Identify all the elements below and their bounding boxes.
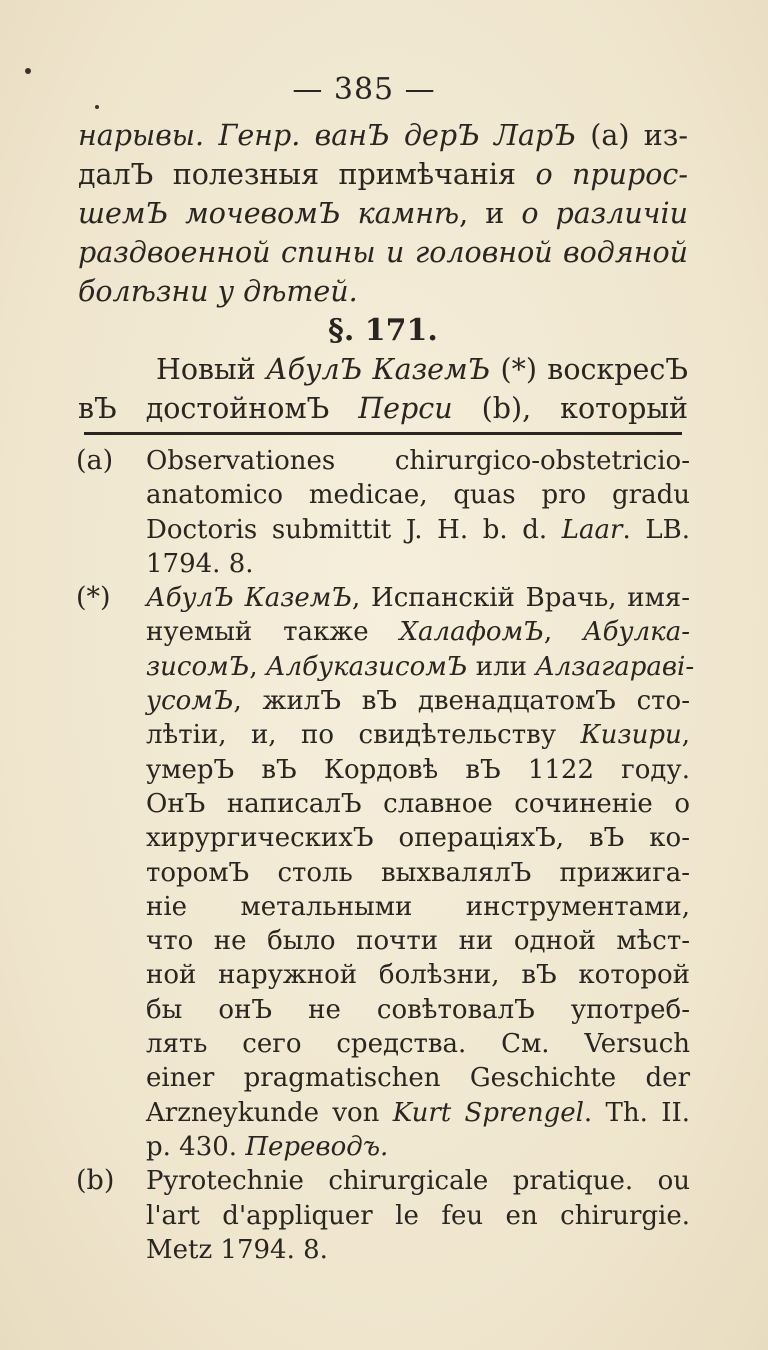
- footnote-mark: (b): [76, 1165, 115, 1197]
- text-line: шемЪ мочевомЪ камнѣ, и о различіи: [78, 197, 688, 230]
- text-line: болѣзни у дѣтей.: [78, 275, 358, 308]
- footnote-line: Metz 1794. 8.: [146, 1234, 328, 1265]
- text-line: далЪ полезныя примѣчанія о прирос-: [78, 158, 688, 191]
- footnote-line: торомЪ столь выхвалялЪ прижига-: [146, 857, 690, 888]
- text-line: Новый АбулЪ КаземЪ (*) воскресЪ: [156, 353, 688, 386]
- footnote-line: хирургическихЪ операціяхЪ, вЪ ко-: [146, 823, 690, 854]
- footnote-line: что не было почти ни одной мѣст-: [146, 926, 690, 957]
- footnote-divider: [84, 432, 682, 435]
- footnote-line: умерЪ вЪ Кордовѣ вЪ 1122 году.: [146, 754, 690, 785]
- footnote-b: [76, 1164, 690, 1267]
- section-heading: §. 171.: [328, 313, 438, 348]
- main-text: [78, 116, 688, 428]
- footnote-star: [76, 581, 695, 1164]
- footnote-line: Arzneykunde von Kurt Sprengel. Th. II.: [146, 1097, 690, 1128]
- footnote-line: лять сего средства. См. Versuch: [146, 1029, 690, 1060]
- footnote-line: Observationes chirurgico-obstetricio-: [146, 446, 690, 476]
- footnote-mark: (*): [76, 582, 111, 614]
- footnote-line: [146, 1130, 690, 1164]
- footnote-line: ніе метальными инструментами,: [146, 891, 690, 922]
- page-reference: p. 430.: [146, 1131, 238, 1162]
- translator-signature: Переводъ.: [245, 1131, 389, 1162]
- footnote-line: лѣтіи, и, по свидѣтельству Кизири,: [146, 720, 690, 751]
- footnote-line: einer pragmatischen Geschichte der: [146, 1063, 690, 1094]
- text-line: нарывы. Генр. ванЪ дерЪ ЛарЪ (а) из-: [78, 119, 688, 152]
- text-line: раздвоенной спины и головной водяной: [78, 236, 688, 269]
- footnote-line: 1794. 8.: [146, 548, 254, 579]
- footnote-line: ОнЪ написалЪ славное сочиненіе о: [146, 788, 690, 819]
- footnote-mark: (a): [76, 445, 114, 476]
- text-line: вЪ достойномЪ Перси (b), который: [78, 392, 688, 425]
- footnote-line: нуемый также ХалафомЪ, Абулка-: [146, 617, 690, 648]
- footnote-line: бы онЪ не совѣтовалЪ употреб-: [146, 994, 690, 1025]
- footnote-line: l'art d'appliquer le feu en chirurgie.: [146, 1200, 690, 1231]
- footnote-line: anatomico medicae, quas pro gradu: [146, 480, 690, 511]
- footnote-line: АбулЪ КаземЪ, Испанскій Врачь, имя-: [146, 583, 690, 614]
- footnote-line: Pyrotechnie chirurgicale pratique. ou: [146, 1166, 690, 1197]
- footnote-line: ной наружной болѣзни, вЪ которой: [146, 960, 690, 991]
- footnote-line: Doctoris submittit J. H. b. d. Laar. LB.: [146, 514, 690, 545]
- footnote-a: [76, 444, 690, 581]
- footnote-line: усомЪ, жилЪ вЪ двенадцатомЪ сто-: [146, 686, 690, 717]
- footnotes: [76, 444, 695, 1267]
- footnote-line: зисомЪ, АлбуказисомЪ или Алзагараві-: [146, 651, 695, 682]
- page-number: — 385 —: [292, 72, 436, 107]
